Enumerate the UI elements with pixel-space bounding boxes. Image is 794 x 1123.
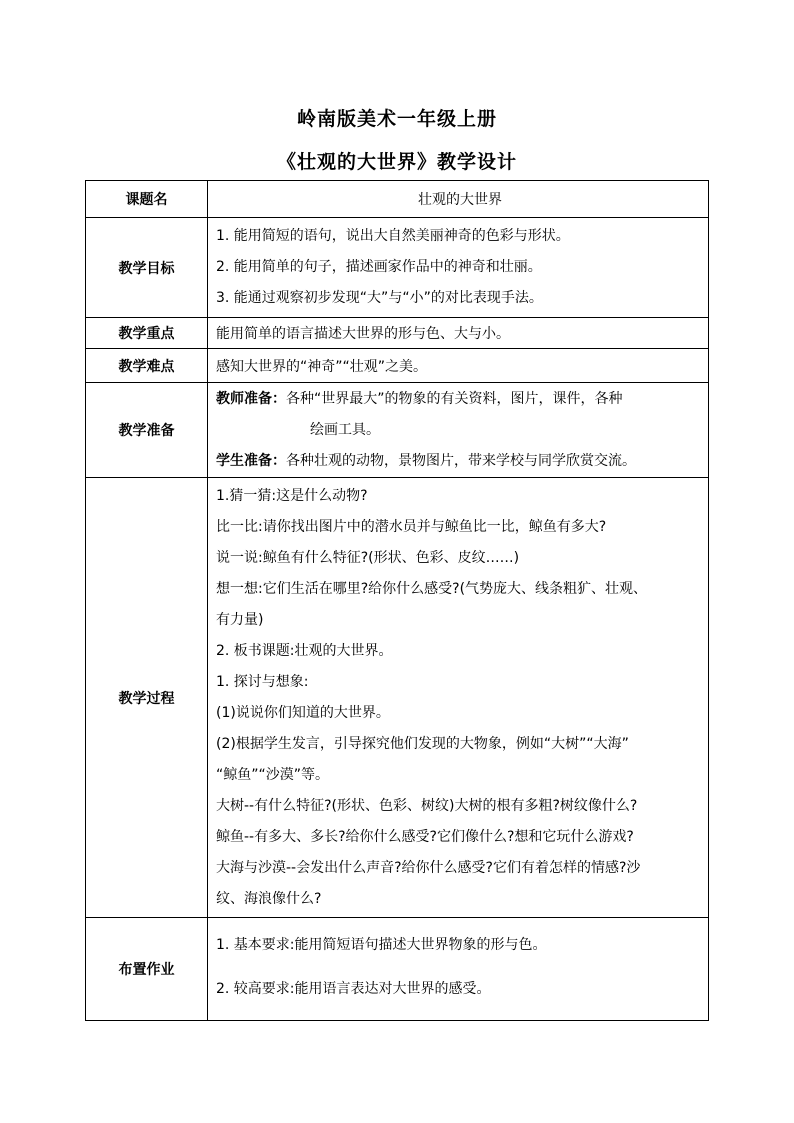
teacher-prep-continued: 绘画工具。 bbox=[310, 421, 380, 438]
process-line: 想一想:它们生活在哪里?给你什么感受?(气势庞大、线条粗犷、壮观、 bbox=[216, 580, 648, 597]
table-row-homework bbox=[86, 918, 709, 1021]
key-value: 能用简单的语言描述大世界的形与色、大与小。 bbox=[208, 318, 709, 349]
goal-item: 1. 能用简短的语句，说出大自然美丽神奇的色彩与形状。 bbox=[216, 228, 570, 244]
homework-item: 1. 基本要求:能用简短语句描述大世界物象的形与色。 bbox=[216, 937, 547, 953]
table-row-topic bbox=[86, 181, 709, 218]
process-line: 2. 板书课题:壮观的大世界。 bbox=[216, 642, 393, 659]
student-prep bbox=[216, 446, 704, 477]
process-line: 纹、海浪像什么? bbox=[216, 890, 322, 907]
process-line: 比一比:请你找出图片中的潜水员并与鲸鱼比一比，鲸鱼有多大? bbox=[216, 518, 607, 535]
homework-item: 2. 较高要求:能用语言表达对大世界的感受。 bbox=[216, 981, 491, 997]
table-row-key bbox=[86, 318, 709, 349]
goals-label: 教学目标 bbox=[86, 218, 208, 318]
homework-content bbox=[208, 918, 709, 1021]
key-label: 教学重点 bbox=[86, 318, 208, 349]
prep-content bbox=[208, 383, 709, 478]
process-line: 大海与沙漠--会发出什么声音?给你什么感受?它们有着怎样的情感?沙 bbox=[216, 859, 641, 876]
document-title: 岭南版美术一年级上册 bbox=[296, 108, 497, 130]
goal-item: 3. 能通过观察初步发现“大”与“小”的对比表现手法。 bbox=[216, 290, 543, 306]
process-line: 1.猜一猜:这是什么动物? bbox=[216, 487, 368, 504]
process-line: 鲸鱼--有多大、多长?给你什么感受?它们像什么?想和它玩什么游戏? bbox=[216, 828, 634, 845]
teacher-prep-label: 教师准备： bbox=[216, 390, 286, 407]
goal-item: 2. 能用简单的句子，描述画家作品中的神奇和壮丽。 bbox=[216, 259, 542, 275]
table-row-goals bbox=[86, 218, 709, 318]
process-line: 说一说:鲸鱼有什么特征?(形状、色彩、皮纹……) bbox=[216, 549, 520, 566]
teacher-prep-text: 各种“世界最大”的物象的有关资料，图片，课件，各种 bbox=[286, 390, 623, 407]
difficulty-value: 感知大世界的“神奇”“壮观”之美。 bbox=[208, 349, 709, 383]
student-prep-label: 学生准备： bbox=[216, 452, 286, 469]
process-content bbox=[208, 478, 709, 918]
table-row-process bbox=[86, 478, 709, 918]
process-line: (1)说说你们知道的大世界。 bbox=[216, 704, 390, 721]
goals-content bbox=[208, 218, 709, 318]
table-row-difficulty bbox=[86, 349, 709, 383]
topic-value: 壮观的大世界 bbox=[208, 181, 709, 218]
table-row-prep bbox=[86, 383, 709, 478]
process-line: (2)根据学生发言，引导探究他们发现的大物象，例如“大树”“大海” bbox=[216, 735, 629, 752]
teacher-prep bbox=[216, 384, 704, 415]
homework-label: 布置作业 bbox=[86, 918, 208, 1021]
process-label: 教学过程 bbox=[86, 478, 208, 918]
topic-label: 课题名 bbox=[86, 181, 208, 218]
process-line: 大树--有什么特征?(形状、色彩、树纹)大树的根有多粗?树纹像什么? bbox=[216, 797, 638, 814]
process-line: 有力量) bbox=[216, 611, 264, 628]
prep-label: 教学准备 bbox=[86, 383, 208, 478]
difficulty-label: 教学难点 bbox=[86, 349, 208, 383]
document-subtitle: 《壮观的大世界》教学设计 bbox=[276, 151, 517, 173]
process-line: 1. 探讨与想象: bbox=[216, 673, 309, 690]
student-prep-text: 各种壮观的动物，景物图片，带来学校与同学欣赏交流。 bbox=[286, 452, 636, 469]
process-line: “鲸鱼”“沙漠”等。 bbox=[216, 766, 330, 783]
lesson-plan-table bbox=[85, 180, 709, 1021]
